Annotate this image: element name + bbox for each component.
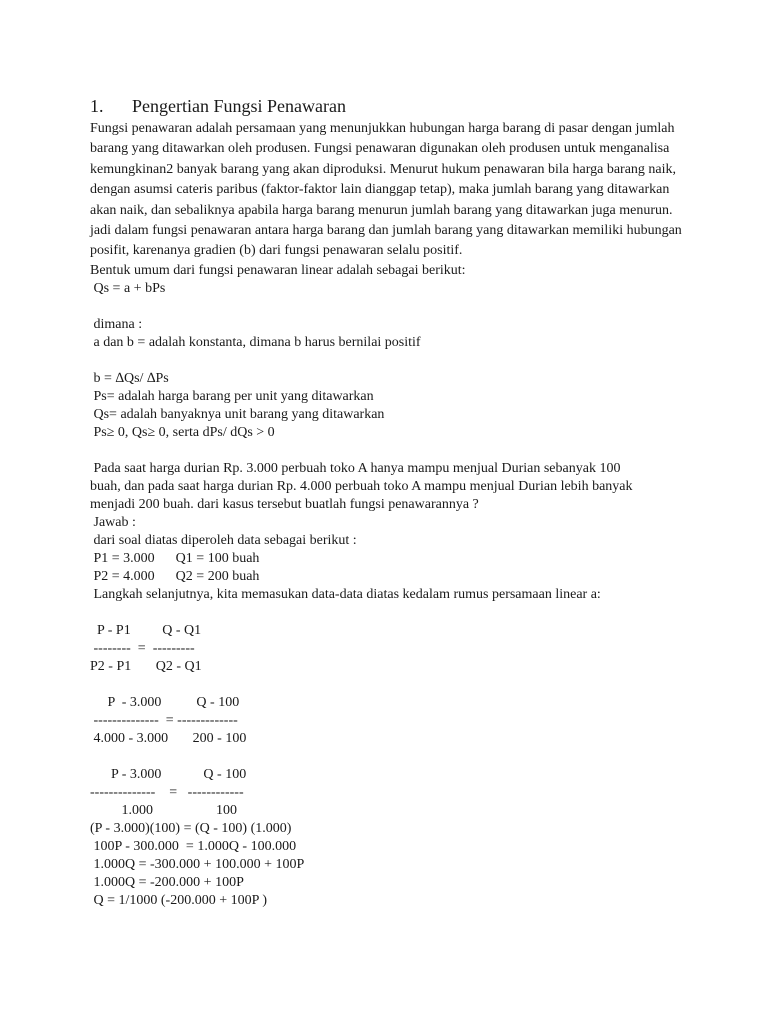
problem-text: buah, dan pada saat harga durian Rp. 4.000 perbuah toko A mampu menjual Durian lebih banyak — [90, 478, 633, 494]
problem-text: menjadi 200 buah. dari kasus tersebut buatlah fungsi penawarannya ? — [90, 496, 479, 512]
next-step-text: Langkah selanjutnya, kita memasukan data-data diatas kedalam rumus persamaan linear a: — [90, 586, 601, 602]
form-intro-line: Bentuk umum dari fungsi penawaran linear adalah sebagai berikut: — [90, 262, 466, 278]
section-number: 1. — [90, 96, 104, 116]
problem-text: Pada saat harga durian Rp. 3.000 perbuah toko A hanya mampu menjual Durian sebanyak 100 — [90, 460, 621, 476]
solution-step: (P - 3.000)(100) = (Q - 100) (1.000) — [90, 820, 292, 836]
section-title: Pengertian Fungsi Penawaran — [132, 96, 346, 116]
solution-step: 100P - 300.000 = 1.000Q - 100.000 — [90, 838, 297, 854]
formula-2-numerator: P - 3.000 Q - 100 — [90, 694, 240, 710]
formula-1-denominator: P2 - P1 Q2 - Q1 — [90, 658, 202, 674]
general-formula: Qs = a + bPs — [90, 280, 166, 296]
data-p2-q2: P2 = 4.000 Q2 = 200 buah — [90, 568, 260, 584]
data-intro: dari soal diatas diperoleh data sebagai berikut : — [90, 532, 357, 548]
qs-definition: Qs= adalah banyaknya unit barang yang ditawarkan — [90, 406, 385, 422]
dimana-label: dimana : — [90, 316, 143, 332]
section-heading — [90, 93, 690, 119]
spacer — [90, 604, 690, 622]
constants-definition: a dan b = adalah konstanta, dimana b harus bernilai positif — [90, 334, 421, 350]
data-p1-q1: P1 = 3.000 Q1 = 100 buah — [90, 550, 260, 566]
document-page — [90, 93, 690, 910]
solution-step: 1.000Q = -300.000 + 100.000 + 100P — [90, 856, 305, 872]
formula-3-numerator: P - 3.000 Q - 100 — [90, 766, 247, 782]
jawab-label: Jawab : — [90, 514, 136, 530]
formula-2-bar: -------------- = ------------- — [90, 712, 238, 728]
solution-step: 1.000Q = -200.000 + 100P — [90, 874, 244, 890]
formula-1-bar: -------- = --------- — [90, 640, 195, 656]
intro-paragraph: Fungsi penawaran adalah persamaan yang menunjukkan hubungan harga barang di pasar dengan jumlah barang yang ditawarkan oleh produsen. Fungsi penawaran digunakan oleh produsen untuk menganalisa kemungkinan2 banyak barang yang akan diproduksi. Menurut hukum penawaran bila harga barang naik, dengan asumsi cateris paribus (faktor-faktor lain dianggap tetap), maka jumlah barang yang ditawarkan akan naik, dan sebaliknya apabila harga barang menurun jumlah barang yang ditawarkan juga menurun. jadi dalam fungsi penawaran antara harga barang dan jumlah barang yang ditawarkan memiliki hubungan posifit, karenanya gradien (b) dari fungsi penawaran selalu positif. — [90, 121, 682, 259]
solution-final: Q = 1/1000 (-200.000 + 100P ) — [90, 892, 268, 908]
spacer — [90, 442, 690, 460]
spacer — [90, 298, 690, 316]
formula-3-denominator: 1.000 100 — [90, 802, 237, 818]
spacer — [90, 676, 690, 694]
spacer — [90, 748, 690, 766]
b-definition: b = ∆Qs/ ∆Ps — [90, 370, 169, 386]
formula-2-denominator: 4.000 - 3.000 200 - 100 — [90, 730, 247, 746]
ps-definition: Ps= adalah harga barang per unit yang ditawarkan — [90, 388, 374, 404]
formula-1-numerator: P - P1 Q - Q1 — [90, 622, 202, 638]
formula-3-bar: -------------- = ------------ — [90, 784, 244, 800]
conditions-line: Ps≥ 0, Qs≥ 0, serta dPs/ dQs > 0 — [90, 424, 275, 440]
spacer — [90, 352, 690, 370]
